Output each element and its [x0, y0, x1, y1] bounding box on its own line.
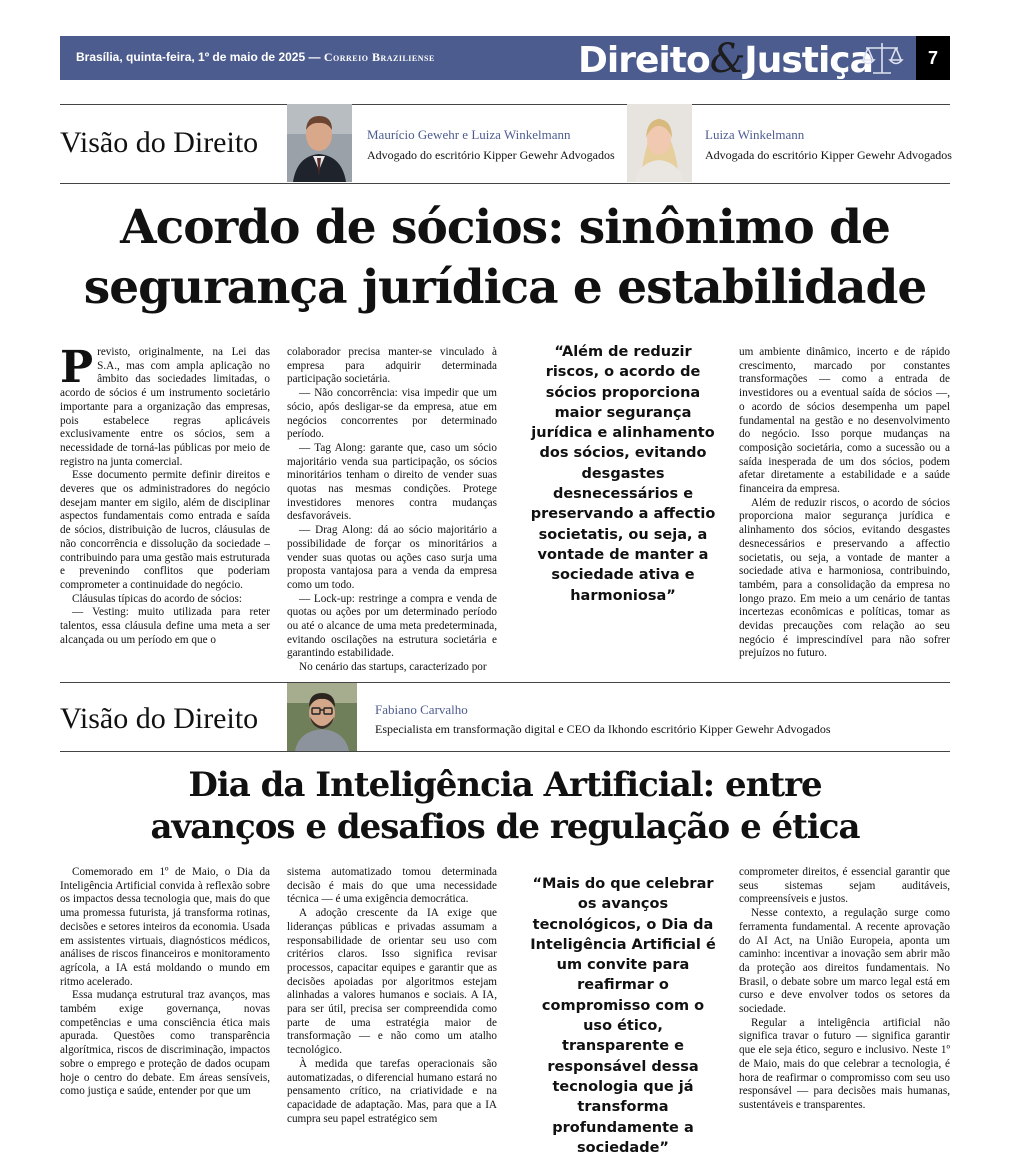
- scales-of-justice-icon: [860, 40, 904, 76]
- paragraph: — Tag Along: garante que, caso um sócio majoritário venda sua participação, os sócios minoritários tenham o direito de vender suas quotas nas mesmas condições. Protege investidores menores contra mudanças desfavoráveis.: [287, 441, 497, 523]
- headline-line: Acordo de sócios: sinônimo de: [120, 200, 890, 255]
- paragraph: Além de reduzir riscos, o acordo de sócios proporciona maior segurança jurídica e alinhamento dos sócios, evitando desgastes desnecessários e preservando a affectio societatis, ou seja, a vontade de manter a sociedade ativa e harmoniosa, contribuindo, também, para a consolidação da empresa no longo prazo. Em meio a um cenário de tantas incertezas econômicas e políticas, tomar as devidas precauções com relação ao seu negócio é imprescindível para não sofrer prejuízos no futuro.: [739, 496, 950, 660]
- author-photo-mauricio: [287, 104, 352, 182]
- paragraph: Cláusulas típicas do acordo de sócios:: [72, 592, 242, 605]
- article-column-1: [60, 866, 270, 1099]
- paragraph: [60, 342, 270, 469]
- paragraph-text: revisto, originalmente, na Lei das S.A., mas com ampla aplicação no âmbito das sociedades limitadas, o acordo de sócios é um instrumento societário importante para a organização das empresas, pois estabelece regras aplicáveis exclusivamente entre os sócios, sem a necessidade de torná-las públicas por meio de registro na junta comercial.: [60, 346, 270, 468]
- article-headline: [60, 198, 950, 318]
- divider: [60, 682, 950, 683]
- article-column-2: [287, 866, 497, 1126]
- paragraph: Esse documento permite definir direitos e deveres que os administradores do negócio desejam manter em sigilo, além de disciplinar aspectos fundamentais como entrada e saída de sócios, distribuição de lucros, cláusulas de não concorrência e dissolução da sociedade – contribuindo para uma gestão mais estruturada e prevenindo conflitos que poderiam comprometer a continuidade do negócio.: [60, 469, 270, 591]
- paragraph: — Não concorrência: visa impedir que um sócio, após desligar-se da empresa, atue em negócios concorrentes por determinado período.: [287, 387, 497, 441]
- author-name: Luiza Winkelmann: [705, 127, 805, 142]
- dateline: [76, 50, 435, 65]
- page-number: 7: [916, 36, 950, 80]
- pull-quote: “Além de reduzir riscos, o acordo de sócios proporciona maior segurança jurídica e alinhamento dos sócios, evitando desgastes desnecessários e preservando a affectio societatis, ou seja, a vontade de manter a sociedade ativa e harmoniosa”: [530, 344, 716, 604]
- dateline-text: Brasília, quinta-feira, 1º de maio de 2025 —: [76, 50, 321, 64]
- paragraph: — Vesting: muito utilizada para reter talentos, essa cláusula define uma meta a ser alcançada ou um período em que o: [60, 606, 270, 646]
- paragraph: — Drag Along: dá ao sócio majoritário a possibilidade de forçar os minoritários a vender suas quotas ou ações caso surja uma proposta vantajosa para a venda da empresa como um todo.: [287, 524, 497, 591]
- section-word-justica: Justiça: [744, 40, 873, 81]
- author-photo-luiza: [627, 104, 692, 182]
- article-column-1: [60, 342, 270, 647]
- paragraph: Comemorado em 1º de Maio, o Dia da Inteligência Artificial convida à reflexão sobre os impactos dessa tecnologia que, mais do que uma promessa futurista, já transforma rotinas, decisões e setores inteiros da economia. Usada em assistentes virtuais, diagnósticos médicos, análises de riscos financeiros e monitoramento agrícola, a IA está moldando o mundo em ritmo acelerado.: [60, 866, 270, 988]
- headline-line: avanços e desafios de regulação e ética: [150, 807, 860, 847]
- author-photo-fabiano: [287, 683, 357, 751]
- author-name: Maurício Gewehr e Luiza Winkelmann: [367, 127, 571, 142]
- section-ampersand: &: [709, 36, 745, 82]
- column-kicker: Visão do Direito: [60, 702, 259, 735]
- paragraph: Essa mudança estrutural traz avanços, mas também exige governança, novas competências e uma consciência ética mais apurada. Questões como transparência algorítmica, riscos de discriminação, impactos sobre o emprego e proteção de dados ocupam hoje o centro do debate. Em áreas sensíveis, como justiça e saúde, entender por que um: [60, 989, 270, 1098]
- article-column-4: [739, 866, 950, 1113]
- newspaper-name: Correio Braziliense: [323, 50, 435, 64]
- divider: [60, 104, 950, 105]
- paragraph: Regular a inteligência artificial não significa travar o futuro — significa garantir que ele seja ético, seguro e inclusivo. Neste 1º de Maio, mais do que celebrar a tecnologia, é hora de reafirmar o compromisso com seu uso responsável — para decisões mais humanas, sustentáveis e transparentes.: [739, 1016, 950, 1111]
- paragraph: À medida que tarefas operacionais são automatizadas, o diferencial humano estará no pensamento crítico, na criatividade e na capacidade de adaptação. Mas, para que a IA cumpra seu papel estratégico sem: [287, 1057, 497, 1125]
- article-headline: [60, 764, 950, 848]
- headline-line: Dia da Inteligência Artificial: entre: [188, 765, 822, 805]
- paragraph: comprometer direitos, é essencial garantir que seus sistemas sejam auditáveis, compreensíveis e justos.: [739, 866, 950, 906]
- paragraph: A adoção crescente da IA exige que lideranças públicas e privadas assumam a responsabilidade de orientar seu uso com critérios claros. Isso significa revisar processos, capacitar equipes e garantir que as decisões apoiadas por algoritmos estejam alinhadas a valores humanos e sociais. A IA, para ser útil, precisa ser compreendida como parte de uma estratégia maior de transformação — e não como um atalho tecnológico.: [287, 907, 497, 1057]
- pull-quote: “Mais do que celebrar os avanços tecnológicos, o Dia da Inteligência Artificial é um convite para reafirmar o compromisso com o uso ético, transparente e responsável dessa tecnologia que já transforma profundamente a sociedade”: [530, 876, 716, 1156]
- author-role: Advogada do escritório Kipper Gewehr Advogados: [705, 148, 952, 162]
- column-kicker: Visão do Direito: [60, 126, 259, 159]
- paragraph: um ambiente dinâmico, incerto e de rápido crescimento, marcado por constantes transformações — como a entrada de investidores ou a eventual saída de sócios —, o acordo de sócios desempenha um papel fundamental na gestão e no desenvolvimento do negócio. Isso porque mudanças na composição societária, como a sucessão ou a saída inesperada de um dos sócios, podem afetar diretamente a estabilidade e a saúde financeira da empresa.: [739, 346, 950, 496]
- paragraph: sistema automatizado tomou determinada decisão é mais do que uma necessidade técnica — é uma exigência democrática.: [287, 866, 497, 906]
- paragraph: Nesse contexto, a regulação surge como ferramenta fundamental. A recente aprovação do AI Act, na União Europeia, aponta um caminho: incentivar a inovação sem abrir mão da proteção aos direitos fundamentais. No Brasil, o debate sobre um marco legal está em curso e deve envolver todos os setores da sociedade.: [739, 907, 950, 1016]
- author-name: Fabiano Carvalho: [375, 702, 468, 717]
- section-title: [578, 36, 873, 80]
- paragraph: No cenário das startups, caracterizado por: [299, 661, 487, 674]
- article-column-4: [739, 346, 950, 661]
- drop-cap: P: [60, 342, 94, 393]
- author-role: Advogado do escritório Kipper Gewehr Advogados: [367, 148, 615, 162]
- divider: [60, 183, 950, 184]
- paragraph: colaborador precisa manter-se vinculado à empresa para adquirir determinada participação societária.: [287, 346, 497, 386]
- author-role: Especialista em transformação digital e CEO da Ikhondo escritório Kipper Gewehr Advogados: [375, 722, 831, 736]
- paragraph: — Lock-up: restringe a compra e venda de quotas ou ações por um determinado período ou até o alcance de uma meta predeterminada, evitando oscilações na estrutura societária e garantindo estabilidade.: [287, 592, 497, 660]
- article-column-2: [287, 346, 497, 675]
- divider: [60, 751, 950, 752]
- section-word-direito: Direito: [578, 40, 710, 81]
- headline-line: segurança jurídica e estabilidade: [83, 260, 927, 315]
- page-header: [60, 36, 950, 80]
